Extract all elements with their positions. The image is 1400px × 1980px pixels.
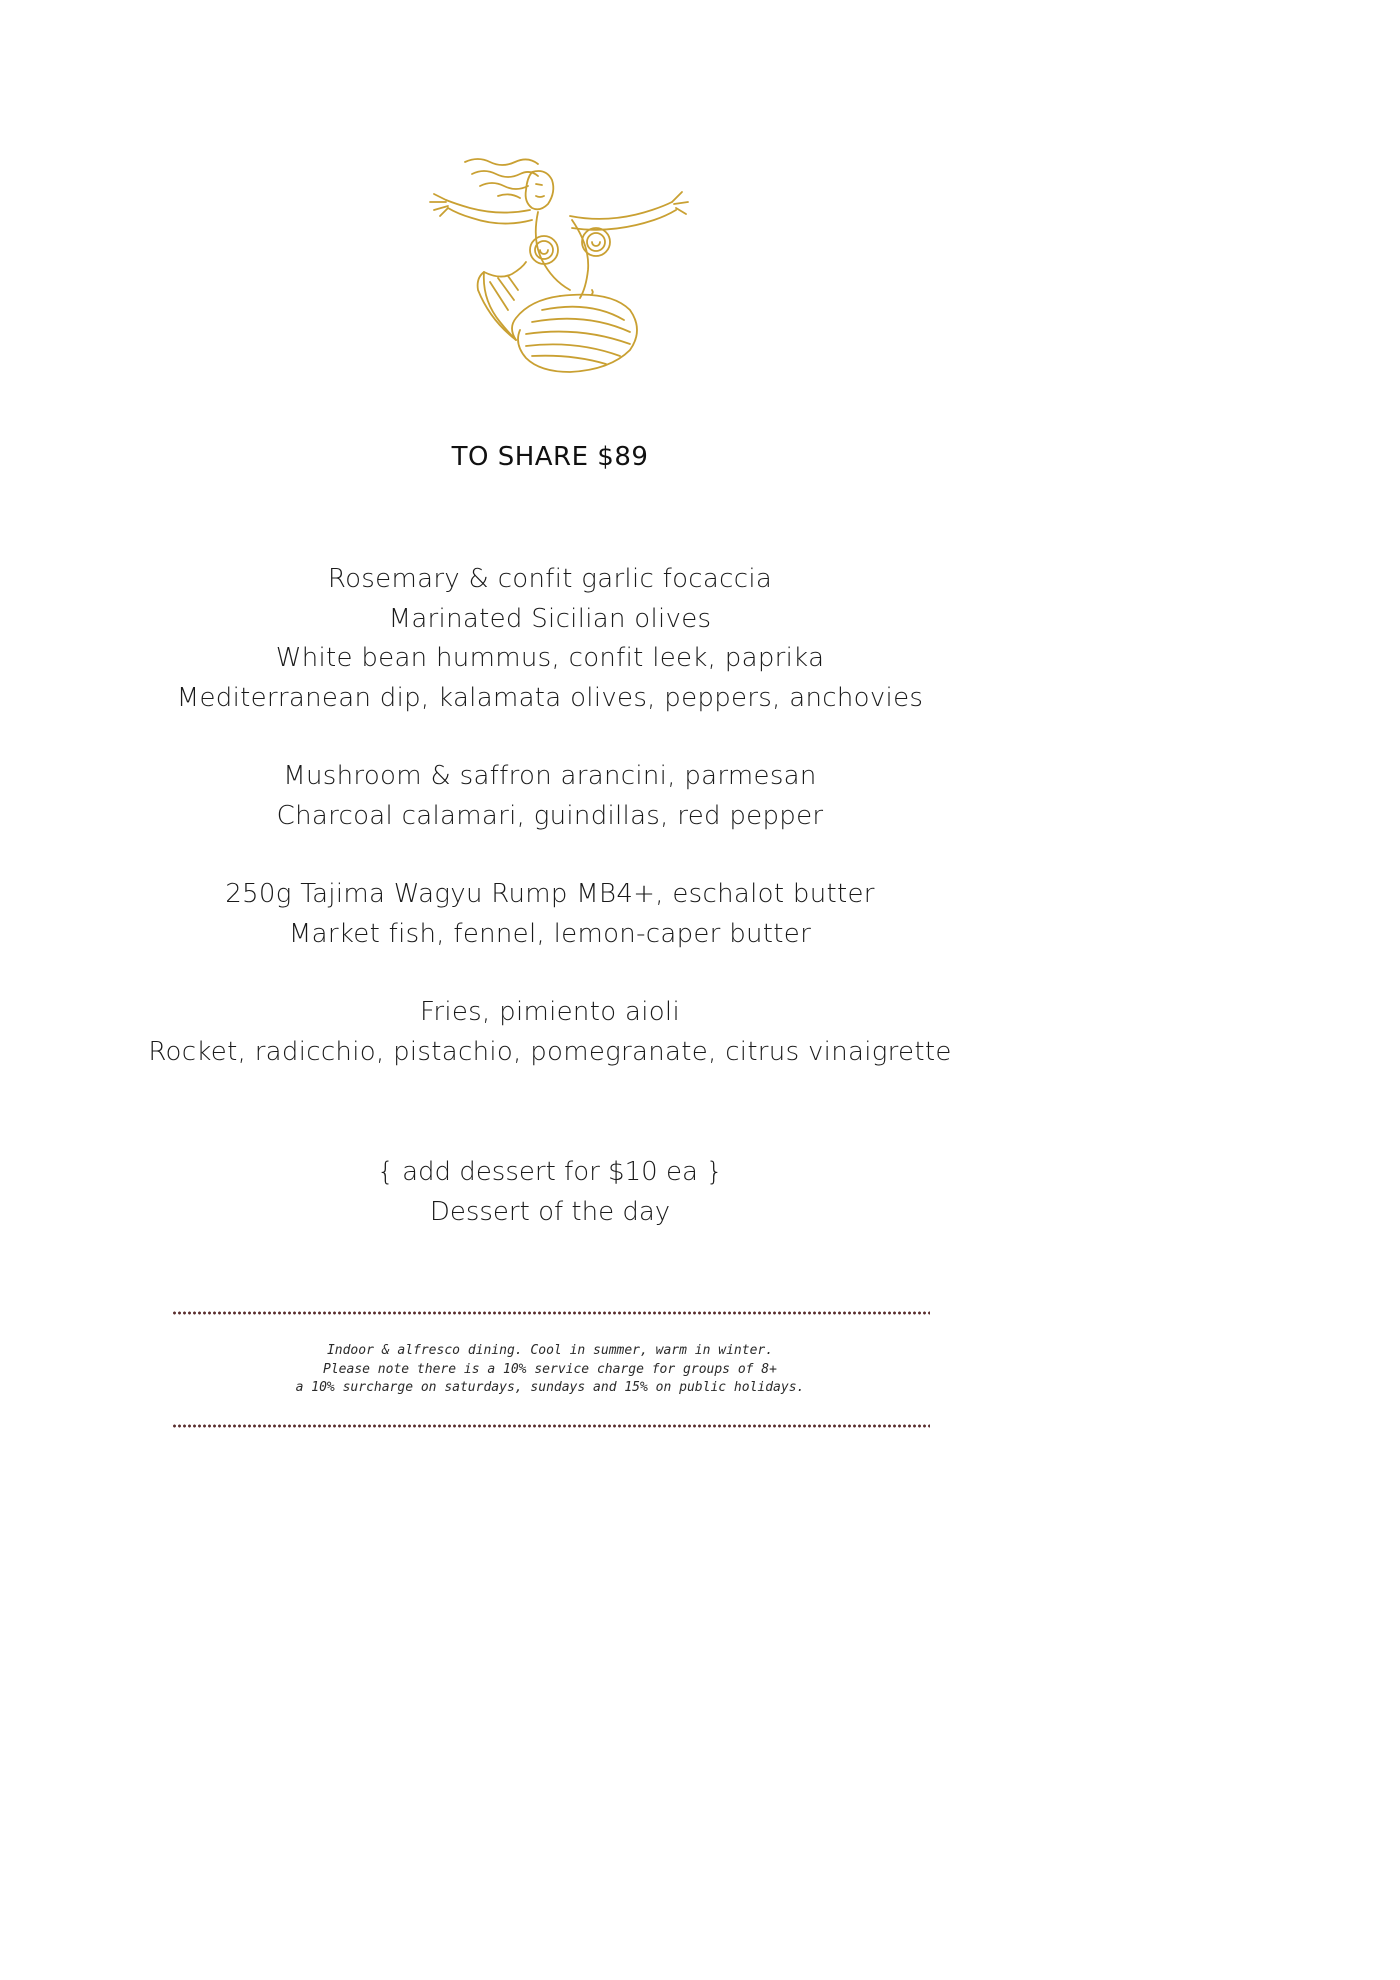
dessert-item: Dessert of the day xyxy=(429,1196,671,1227)
mermaid-logo-icon xyxy=(420,150,690,380)
menu-heading: TO SHARE $89 xyxy=(451,442,649,472)
dotted-divider-top xyxy=(172,1311,930,1315)
dessert-addon: { add dessert for $10 ea } xyxy=(377,1157,723,1187)
menu-item: Marinated Sicilian olives xyxy=(388,603,712,634)
menu-group-small-plates xyxy=(0,757,1100,836)
note-line: Please note there is a 10% service charge for groups of 8+ xyxy=(323,1361,777,1377)
menu-group-mains xyxy=(0,875,1100,954)
menu-item: Mushroom & saffron arancini, parmesan xyxy=(283,761,817,791)
menu-item: Mediterranean dip, kalamata olives, peppers, anchovies xyxy=(176,682,924,713)
menu-item: Charcoal calamari, guindillas, red pepper xyxy=(276,800,824,831)
menu-item: Rocket, radicchio, pistachio, pomegranate, citrus vinaigrette xyxy=(148,1036,952,1067)
menu-item: Rosemary & confit garlic focaccia xyxy=(327,564,773,594)
footer-notes xyxy=(0,1342,1100,1398)
menu-items xyxy=(0,560,1100,1111)
menu-group-starters xyxy=(0,560,1100,718)
note-line: a 10% surcharge on saturdays, sundays and 15% on public holidays. xyxy=(295,1380,805,1395)
menu-item: White bean hummus, confit leek, paprika xyxy=(275,643,825,673)
menu-group-sides xyxy=(0,993,1100,1072)
menu-item: 250g Tajima Wagyu Rump MB4+, eschalot butter xyxy=(225,879,875,909)
menu-item: Fries, pimiento aioli xyxy=(420,997,680,1027)
dotted-divider-bottom xyxy=(172,1424,930,1428)
dessert-section xyxy=(0,1153,1100,1232)
note-line: Indoor & alfresco dining. Cool in summer, warm in winter. xyxy=(326,1343,774,1358)
menu-item: Market fish, fennel, lemon-caper butter xyxy=(288,918,812,949)
